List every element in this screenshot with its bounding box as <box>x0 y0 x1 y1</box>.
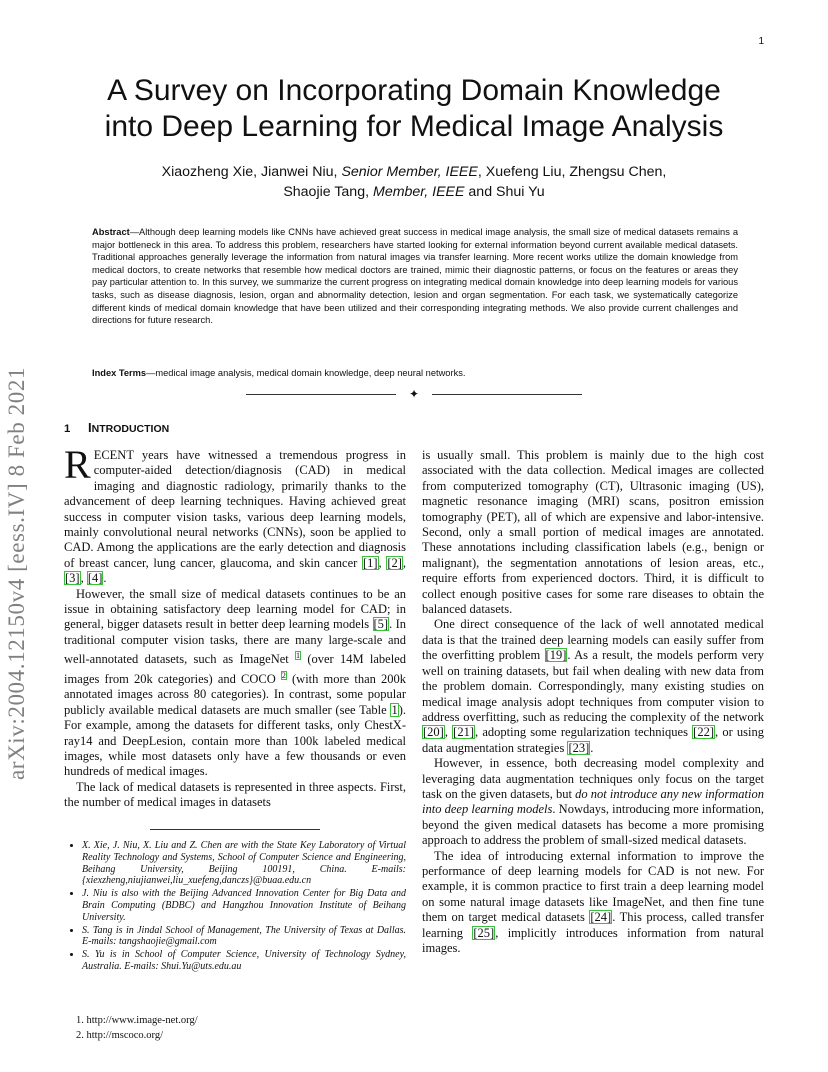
paragraph <box>64 587 406 780</box>
affiliation-item: • X. Xie, J. Niu, X. Liu and Z. Chen are with the State Key Laboratory of Virtual Reality Technology and Systems, School of Computer Science and Engineering, Beihang University, Beijing 100191, China. E-mails: {xiexzheng,niujianwei,liu_xuefeng,danczs}@buaa.edu.cn <box>82 840 406 887</box>
page-number: 1 <box>758 36 764 47</box>
title-line-1: A Survey on Incorporating Domain Knowledge <box>107 74 721 107</box>
section-title-rest: NTRODUCTION <box>91 423 170 435</box>
footnote-rule <box>150 829 320 830</box>
index-terms-text: —medical image analysis, medical domain knowledge, deep neural networks. <box>146 368 466 378</box>
divider-line-right <box>432 394 582 395</box>
citation-link[interactable]: [25] <box>473 925 495 940</box>
citation-link[interactable]: [3] <box>65 571 80 586</box>
citation-link[interactable]: [19] <box>545 648 567 663</box>
paragraph <box>422 849 764 957</box>
citation-link[interactable]: [23] <box>568 740 590 755</box>
author-names: , Xuefeng Liu, Zhengsu Chen, <box>477 164 667 180</box>
paragraph-text: . In traditional computer vision tasks, there are many large-scale and well-annotated datasets, such as ImageNet <box>64 617 407 667</box>
author-names: Xiaozheng Xie, Jianwei Niu, <box>161 164 338 180</box>
paragraph-text: ). For example, among the datasets for different tasks, only ChestX-ray14 and DeepLesion, contain more than 100k labeled medical images, while most datasets only have a few thousands or even hundreds of medical images. <box>64 702 406 779</box>
paragraph-text: One direct consequence of the lack of well annotated medical data is that the trained deep learning models can easily suffer from the overfitting problem <box>422 617 764 663</box>
title-line-2: into Deep Learning for Medical Image Analysis <box>104 110 724 143</box>
drop-cap: R <box>64 442 91 487</box>
paragraph: is usually small. This problem is mainly due to the high cost associated with the data collection. Medical images are collected from computerized tomography (CT), Ultrasonic imaging (US), magnetic resonance imaging (MRI) scans, positron emission tomography (PET), all of which are expensive and labor-intensive. Second, only a small portion of medical images are annotated. These annotations including classification labels (e.g., benign or malignant), the segmentation annotations of lesion areas, etc., require efforts from experienced doctors. Third, it is difficult to collect enough positive cases for some rare diseases to obtain the balanced datasets. <box>422 448 764 617</box>
footnote-link[interactable]: 1 <box>296 651 301 661</box>
paragraph-text: However, in essence, both decreasing model complexity and leveraging data augmentation techniques only focus on the target task on the given datasets, but <box>422 756 764 801</box>
footnote-link[interactable]: 2 <box>281 670 286 680</box>
citation-link[interactable]: [5] <box>373 617 389 632</box>
citation-link[interactable]: [24] <box>590 910 612 925</box>
index-terms-label: Index Terms <box>92 368 147 378</box>
affiliation-item: • J. Niu is also with the Beijing Advanced Innovation Center for Big Data and Brain Computing (BDBC) and Hangzhou Innovation Institute of Beihang University. <box>82 888 406 923</box>
arxiv-identifier: arXiv:2004.12150v4 [eess.IV] 8 Feb 2021 <box>4 366 29 780</box>
index-terms <box>92 368 738 378</box>
right-column <box>422 448 764 956</box>
divider-diamond-icon: ✦ <box>409 387 420 401</box>
paragraph-text: , implicitly introduces information from natural images. <box>422 925 764 955</box>
paragraph-text: , adopting some regularization techniques <box>475 725 693 740</box>
author-affiliations <box>64 840 406 974</box>
footnote-url[interactable]: 2. http://mscoco.org/ <box>76 1030 164 1041</box>
paragraph-text: (over 14M labeled images from 20k categories) and COCO <box>64 652 407 686</box>
paragraph-text: . This process, called transfer learning <box>422 910 764 940</box>
abstract <box>92 226 738 327</box>
citation-link[interactable]: [1] <box>362 555 378 570</box>
paragraph <box>422 756 764 848</box>
emphasis-text: do not introduce any new information into deep learning models <box>422 786 764 817</box>
paragraph-text: ECENT years have witnessed a tremendous progress in computer-aided detection/diagnosis (CAD) in medical imaging and diagnostic radiology, primarily thanks to the advancement of deep learning techniques. Having achieved great success in computer vision tasks, various deep learning models, mainly convolutional neural networks (CNNs), soon be applied to CAD. Among the applications are the early detection and diagnosis of breast cancer, lung cancer, glaucoma, and skin cancer <box>64 448 406 570</box>
citation-link[interactable]: [21] <box>453 725 474 740</box>
abstract-text: —Although deep learning models like CNNs have achieved great success in medical image analysis, the small size of medical datasets remains a major bottleneck in this area. To address this problem, researchers have started looking for external information beyond current available medical datasets. Traditional approaches generally leverage the information from natural images via transfer learning. More recent works utilize the domain knowledge from medical doctors, to create networks that resemble how medical doctors are trained, mimic their diagnostic patterns, or focus on the features or areas they pay particular attention to. In this survey, we summarize the current progress on integrating medical domain knowledge into deep learning models for various tasks, such as disease diagnosis, lesion, organ and abnormality detection, lesion and organ segmentation. For each task, we systematically categorize different kinds of medical domain knowledge that have been utilized and their corresponding integrating methods. We also provide current challenges and directions for future research. <box>92 227 738 326</box>
author-role: Senior Member, IEEE <box>341 164 478 180</box>
left-column <box>64 442 407 811</box>
paragraph: The lack of medical datasets is represented in three aspects. First, the number of medical images in datasets <box>64 779 406 810</box>
paragraph: RECENT years have witnessed a tremendous progress in computer-aided detection/diagnosis (CAD) in medical imaging and diagnostic radiology, primarily thanks to the advancement of deep learning techniques. Having achieved great success in computer vision tasks, various deep learning models, mainly convolutional neural networks (CNNs), soon be applied to CAD. Among the applications are the early detection and diagnosis of breast cancer, lung cancer, glaucoma, and skin cancer [1], [2], [3], [4]. <box>64 442 407 586</box>
affiliation-item: • S. Tang is in Jindal School of Management, The University of Texas at Dallas. E-mails: tangshaojie@gmail.com <box>82 925 406 949</box>
author-list <box>100 162 728 202</box>
paragraph-text: . As a result, the models perform very well on training datasets, but fail when dealing with new data from the problem domain. Correspondingly, many existing studies on medical image analysis adopt techniques from computer vision to address overfitting, such as reducing the complexity of the network <box>422 648 764 724</box>
author-names: Shaojie Tang, <box>283 184 370 200</box>
citation-link[interactable]: [2] <box>387 555 402 570</box>
paragraph: One direct consequence of the lack of well annotated medical data is that the trained deep learning models can easily suffer from the overfitting problem [19]. As a result, the models perform very well on training datasets, but fail when dealing with new data from the problem domain. Correspondingly, many existing studies on medical image analysis adopt techniques from computer vision to address overfitting, such as reducing the complexity of the network [20], [21], adopting some regularization techniques [22], or using data augmentation strategies [23]. <box>422 617 765 755</box>
table-link[interactable]: 1 <box>391 702 398 717</box>
affiliation-item: • S. Yu is in School of Computer Science, University of Technology Sydney, Australia. E-mails: Shui.Yu@uts.edu.au <box>82 949 406 973</box>
footnote-url[interactable]: 1. http://www.image-net.org/ <box>76 1015 198 1026</box>
citation-link[interactable]: [4] <box>87 571 103 586</box>
paragraph-text: . Nowdays, introducing more information, beyond the given medical datasets has become a more promising approach to address the problem of small-sized medical datasets. <box>422 802 764 848</box>
paragraph-text: (with more than 200k annotated images across 80 categories). In contrast, some popular publicly available medical datasets are much smaller (see Table <box>64 672 407 717</box>
author-names: and Shui Yu <box>468 184 545 200</box>
section-divider <box>246 387 582 401</box>
citation-link[interactable]: [22] <box>693 725 714 740</box>
authors-line-2 <box>100 182 728 202</box>
divider-line-left <box>246 394 396 395</box>
paper-title <box>60 73 768 145</box>
paragraph-text: However, the small size of medical datasets continues to be an issue in obtaining satisfactory deep learning model for CAD; in general, bigger datasets result in better deep learning models <box>64 586 406 632</box>
authors-line-1 <box>100 162 728 182</box>
abstract-label: Abstract <box>92 227 130 237</box>
citation-link[interactable]: [20] <box>423 725 444 740</box>
author-role: Member, IEEE <box>373 184 465 200</box>
section-heading <box>64 420 169 435</box>
section-title: I <box>88 420 92 435</box>
paragraph-text: The idea of introducing external information to improve the performance of deep learning models for CAD is not new. For example, it is common practice to first train a deep learning model on some natural image datasets like ImageNet, and then fine tune them on target medical datasets <box>422 848 764 925</box>
footnote-urls <box>76 1013 198 1043</box>
section-number: 1 <box>64 423 71 435</box>
paragraph-text: , or using data augmentation strategies <box>422 725 765 755</box>
